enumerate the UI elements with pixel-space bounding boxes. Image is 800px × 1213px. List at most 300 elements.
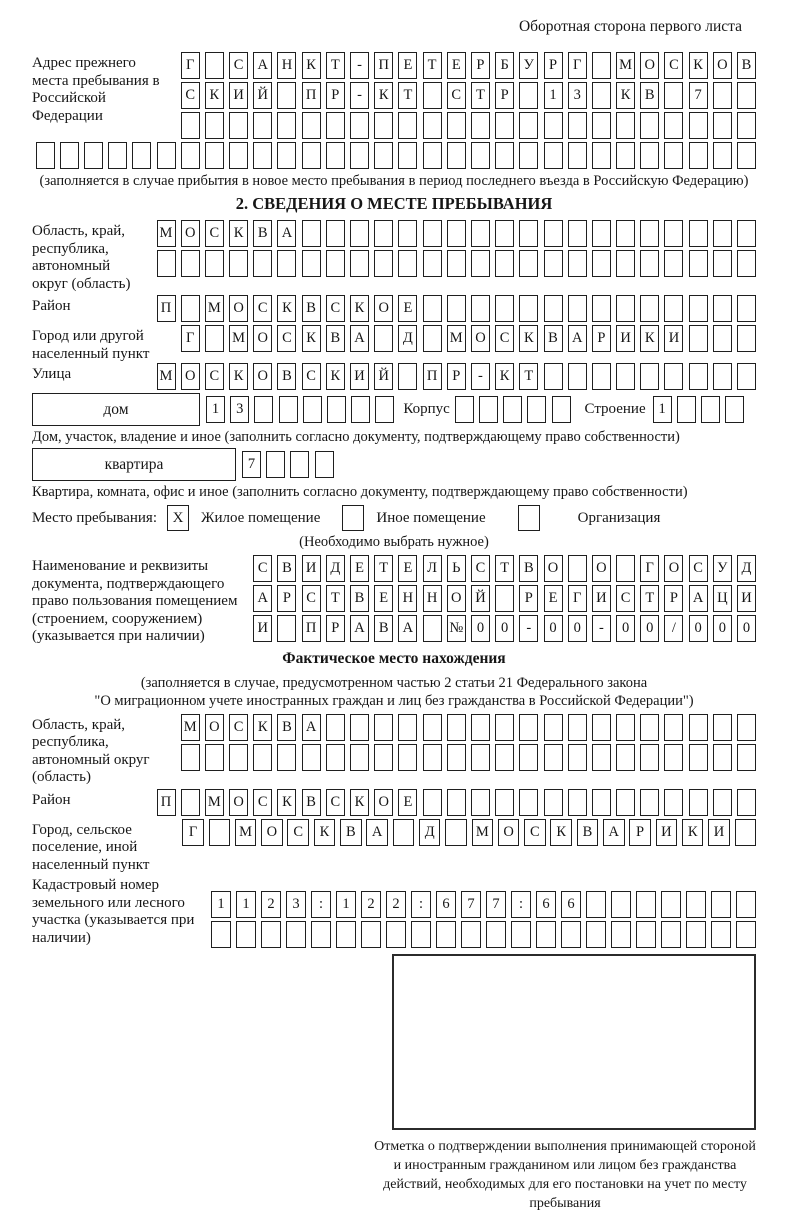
char-cell[interactable]: А [302,714,321,741]
char-cell[interactable]: / [664,615,683,642]
char-cell[interactable] [495,714,514,741]
char-cell[interactable] [495,585,514,612]
char-cell[interactable]: Е [350,555,369,582]
char-cell[interactable] [181,789,200,816]
char-cell[interactable]: Е [398,555,417,582]
char-cell[interactable] [236,921,256,948]
char-cell[interactable] [209,819,231,846]
char-cell[interactable]: Д [419,819,441,846]
char-cell[interactable] [544,789,563,816]
char-cell[interactable] [640,220,659,247]
char-cell[interactable] [205,142,224,169]
char-cell[interactable]: И [229,82,248,109]
char-cell[interactable] [713,142,732,169]
char-cell[interactable] [636,921,656,948]
char-cell[interactable] [60,142,79,169]
char-cell[interactable] [713,295,732,322]
char-cell[interactable] [423,714,442,741]
char-cell[interactable]: В [302,295,321,322]
char-cell[interactable]: Р [544,52,563,79]
char-cell[interactable] [616,250,635,277]
char-cell[interactable] [326,744,345,771]
char-cell[interactable]: М [205,789,224,816]
char-cell[interactable] [616,295,635,322]
char-cell[interactable] [471,744,490,771]
char-cell[interactable] [737,363,756,390]
char-cell[interactable]: Т [471,82,490,109]
char-cell[interactable]: Т [640,585,659,612]
char-cell[interactable]: П [157,789,176,816]
char-cell[interactable]: И [664,325,683,352]
char-cell[interactable] [495,112,514,139]
char-cell[interactable]: И [253,615,272,642]
char-cell[interactable] [350,250,369,277]
char-cell[interactable]: О [471,325,490,352]
char-cell[interactable]: К [253,714,272,741]
char-cell[interactable]: А [253,52,272,79]
char-cell[interactable] [423,744,442,771]
char-cell[interactable]: Т [326,52,345,79]
char-cell[interactable]: О [205,714,224,741]
char-cell[interactable] [254,396,273,423]
char-cell[interactable]: С [447,82,466,109]
char-cell[interactable]: Г [181,325,200,352]
char-cell[interactable]: С [287,819,309,846]
char-cell[interactable]: 1 [236,891,256,918]
char-cell[interactable] [471,250,490,277]
char-cell[interactable] [544,744,563,771]
char-cell[interactable]: 7 [242,451,261,478]
char-cell[interactable] [737,82,756,109]
char-cell[interactable]: К [689,52,708,79]
char-cell[interactable]: Г [640,555,659,582]
char-cell[interactable]: О [544,555,563,582]
char-cell[interactable]: - [592,615,611,642]
char-cell[interactable] [568,744,587,771]
char-cell[interactable] [286,921,306,948]
char-cell[interactable]: С [277,325,296,352]
char-cell[interactable]: 0 [616,615,635,642]
char-cell[interactable]: С [229,714,248,741]
char-cell[interactable] [471,295,490,322]
char-cell[interactable] [302,112,321,139]
char-cell[interactable] [315,451,334,478]
char-cell[interactable]: К [314,819,336,846]
char-cell[interactable]: 2 [386,891,406,918]
char-cell[interactable]: С [471,555,490,582]
char-cell[interactable] [552,396,571,423]
char-cell[interactable] [592,220,611,247]
char-cell[interactable] [568,295,587,322]
char-cell[interactable]: О [640,52,659,79]
char-cell[interactable]: С [495,325,514,352]
char-cell[interactable] [398,220,417,247]
char-cell[interactable]: 0 [471,615,490,642]
char-cell[interactable] [398,112,417,139]
char-cell[interactable] [461,921,481,948]
char-cell[interactable]: В [326,325,345,352]
char-cell[interactable] [211,921,231,948]
char-cell[interactable]: И [350,363,369,390]
char-cell[interactable]: Р [629,819,651,846]
char-cell[interactable] [471,714,490,741]
char-cell[interactable]: Д [326,555,345,582]
char-cell[interactable] [108,142,127,169]
checkbox-other-premises[interactable] [342,505,364,531]
char-cell[interactable] [411,921,431,948]
char-cell[interactable]: В [737,52,756,79]
char-cell[interactable] [495,250,514,277]
char-cell[interactable] [253,250,272,277]
char-cell[interactable]: К [326,363,345,390]
char-cell[interactable] [592,363,611,390]
char-cell[interactable]: К [229,363,248,390]
char-cell[interactable] [375,396,394,423]
char-cell[interactable]: А [277,220,296,247]
char-cell[interactable]: М [235,819,257,846]
char-cell[interactable] [640,142,659,169]
char-cell[interactable]: - [350,52,369,79]
char-cell[interactable] [471,112,490,139]
char-cell[interactable] [253,744,272,771]
char-cell[interactable]: М [181,714,200,741]
char-cell[interactable]: : [411,891,431,918]
char-cell[interactable] [374,744,393,771]
char-cell[interactable] [616,112,635,139]
char-cell[interactable] [503,396,522,423]
char-cell[interactable]: А [350,615,369,642]
char-cell[interactable]: 0 [568,615,587,642]
char-cell[interactable]: Т [374,555,393,582]
char-cell[interactable]: С [253,555,272,582]
char-cell[interactable]: В [302,789,321,816]
char-cell[interactable]: Е [374,585,393,612]
char-cell[interactable]: 2 [261,891,281,918]
char-cell[interactable]: Ц [713,585,732,612]
char-cell[interactable] [423,789,442,816]
checkbox-residential[interactable]: X [167,505,189,531]
char-cell[interactable]: С [181,82,200,109]
char-cell[interactable]: И [302,555,321,582]
char-cell[interactable]: 0 [640,615,659,642]
char-cell[interactable] [374,112,393,139]
char-cell[interactable] [336,921,356,948]
char-cell[interactable] [592,714,611,741]
char-cell[interactable] [736,891,756,918]
char-cell[interactable] [423,250,442,277]
char-cell[interactable] [737,789,756,816]
char-cell[interactable]: К [550,819,572,846]
char-cell[interactable]: С [302,585,321,612]
char-cell[interactable]: К [519,325,538,352]
char-cell[interactable] [229,112,248,139]
char-cell[interactable] [689,112,708,139]
char-cell[interactable] [568,142,587,169]
char-cell[interactable]: 3 [568,82,587,109]
char-cell[interactable] [205,250,224,277]
char-cell[interactable] [447,295,466,322]
char-cell[interactable]: Р [519,585,538,612]
char-cell[interactable] [303,396,322,423]
char-cell[interactable]: 1 [211,891,231,918]
char-cell[interactable] [205,112,224,139]
char-cell[interactable] [350,220,369,247]
char-cell[interactable]: М [229,325,248,352]
char-cell[interactable]: Г [182,819,204,846]
char-cell[interactable] [327,396,346,423]
char-cell[interactable] [592,789,611,816]
char-cell[interactable]: 0 [689,615,708,642]
char-cell[interactable] [664,789,683,816]
char-cell[interactable] [713,714,732,741]
char-cell[interactable] [689,714,708,741]
char-cell[interactable]: С [616,585,635,612]
char-cell[interactable] [544,295,563,322]
char-cell[interactable]: М [616,52,635,79]
char-cell[interactable] [181,112,200,139]
char-cell[interactable] [277,615,296,642]
char-cell[interactable]: Р [326,82,345,109]
char-cell[interactable] [36,142,55,169]
char-cell[interactable] [664,744,683,771]
char-cell[interactable] [229,250,248,277]
char-cell[interactable] [436,921,456,948]
char-cell[interactable] [302,220,321,247]
checkbox-organization[interactable] [518,505,540,531]
char-cell[interactable] [181,142,200,169]
char-cell[interactable] [686,921,706,948]
char-cell[interactable] [374,714,393,741]
char-cell[interactable] [350,744,369,771]
char-cell[interactable]: В [577,819,599,846]
char-cell[interactable]: С [326,295,345,322]
char-cell[interactable]: 2 [361,891,381,918]
char-cell[interactable]: С [205,220,224,247]
char-cell[interactable]: Е [447,52,466,79]
char-cell[interactable] [568,363,587,390]
char-cell[interactable] [181,250,200,277]
char-cell[interactable] [527,396,546,423]
char-cell[interactable] [519,220,538,247]
char-cell[interactable] [737,714,756,741]
char-cell[interactable] [640,112,659,139]
char-cell[interactable] [568,250,587,277]
char-cell[interactable] [664,363,683,390]
char-cell[interactable] [689,142,708,169]
char-cell[interactable] [423,142,442,169]
char-cell[interactable]: 1 [544,82,563,109]
char-cell[interactable]: Т [398,82,417,109]
char-cell[interactable]: О [498,819,520,846]
char-cell[interactable] [519,112,538,139]
char-cell[interactable] [544,220,563,247]
char-cell[interactable] [445,819,467,846]
char-cell[interactable] [423,295,442,322]
char-cell[interactable] [277,112,296,139]
char-cell[interactable] [689,789,708,816]
char-cell[interactable]: В [277,714,296,741]
char-cell[interactable] [568,714,587,741]
char-cell[interactable] [398,250,417,277]
char-cell[interactable] [616,142,635,169]
char-cell[interactable]: К [616,82,635,109]
char-cell[interactable] [423,220,442,247]
char-cell[interactable] [592,142,611,169]
char-cell[interactable] [157,142,176,169]
char-cell[interactable] [311,921,331,948]
char-cell[interactable]: 6 [561,891,581,918]
char-cell[interactable]: М [447,325,466,352]
char-cell[interactable] [737,744,756,771]
char-cell[interactable] [486,921,506,948]
char-cell[interactable]: - [350,82,369,109]
char-cell[interactable] [586,921,606,948]
char-cell[interactable]: - [471,363,490,390]
char-cell[interactable] [326,250,345,277]
char-cell[interactable] [326,112,345,139]
char-cell[interactable] [326,142,345,169]
char-cell[interactable] [398,744,417,771]
char-cell[interactable]: Ь [447,555,466,582]
char-cell[interactable]: И [592,585,611,612]
char-cell[interactable]: О [261,819,283,846]
char-cell[interactable]: О [181,363,200,390]
char-cell[interactable] [423,82,442,109]
char-cell[interactable]: 1 [206,396,225,423]
char-cell[interactable] [423,615,442,642]
char-cell[interactable]: А [398,615,417,642]
char-cell[interactable] [736,921,756,948]
char-cell[interactable]: 0 [544,615,563,642]
char-cell[interactable]: М [205,295,224,322]
char-cell[interactable]: О [374,295,393,322]
char-cell[interactable] [664,82,683,109]
char-cell[interactable] [479,396,498,423]
char-cell[interactable]: В [640,82,659,109]
char-cell[interactable] [544,363,563,390]
char-cell[interactable] [398,363,417,390]
char-cell[interactable] [495,142,514,169]
char-cell[interactable] [713,220,732,247]
char-cell[interactable] [640,744,659,771]
char-cell[interactable] [737,325,756,352]
char-cell[interactable]: С [205,363,224,390]
char-cell[interactable]: 7 [486,891,506,918]
char-cell[interactable] [447,744,466,771]
char-cell[interactable] [277,744,296,771]
char-cell[interactable] [616,555,635,582]
char-cell[interactable]: К [302,52,321,79]
char-cell[interactable]: О [374,789,393,816]
char-cell[interactable] [689,295,708,322]
char-cell[interactable] [713,325,732,352]
char-cell[interactable] [689,325,708,352]
char-cell[interactable] [205,744,224,771]
char-cell[interactable] [386,921,406,948]
char-cell[interactable] [84,142,103,169]
char-cell[interactable]: С [253,789,272,816]
char-cell[interactable] [592,744,611,771]
char-cell[interactable] [611,921,631,948]
char-cell[interactable]: К [302,325,321,352]
char-cell[interactable] [519,714,538,741]
char-cell[interactable]: С [664,52,683,79]
char-cell[interactable]: Р [471,52,490,79]
char-cell[interactable] [664,220,683,247]
char-cell[interactable]: Л [423,555,442,582]
char-cell[interactable]: Р [447,363,466,390]
char-cell[interactable]: А [603,819,625,846]
char-cell[interactable]: А [253,585,272,612]
char-cell[interactable] [640,363,659,390]
char-cell[interactable] [471,789,490,816]
char-cell[interactable]: Т [326,585,345,612]
char-cell[interactable]: Й [253,82,272,109]
char-cell[interactable]: В [340,819,362,846]
char-cell[interactable]: 6 [536,891,556,918]
char-cell[interactable]: 3 [230,396,249,423]
char-cell[interactable] [711,891,731,918]
char-cell[interactable] [636,891,656,918]
char-cell[interactable] [737,112,756,139]
char-cell[interactable]: 0 [713,615,732,642]
char-cell[interactable] [374,325,393,352]
char-cell[interactable] [592,52,611,79]
char-cell[interactable]: Р [592,325,611,352]
char-cell[interactable]: К [495,363,514,390]
char-cell[interactable]: О [592,555,611,582]
char-cell[interactable]: Р [326,615,345,642]
char-cell[interactable] [713,250,732,277]
char-cell[interactable]: К [229,220,248,247]
char-cell[interactable] [586,891,606,918]
char-cell[interactable] [181,295,200,322]
char-cell[interactable]: М [157,220,176,247]
char-cell[interactable] [423,325,442,352]
char-cell[interactable]: Й [374,363,393,390]
char-cell[interactable] [544,250,563,277]
char-cell[interactable]: В [544,325,563,352]
char-cell[interactable]: И [656,819,678,846]
char-cell[interactable] [689,363,708,390]
char-cell[interactable] [374,250,393,277]
char-cell[interactable]: Н [398,585,417,612]
char-cell[interactable]: Т [495,555,514,582]
char-cell[interactable]: А [689,585,708,612]
char-cell[interactable] [302,142,321,169]
char-cell[interactable] [277,82,296,109]
char-cell[interactable] [302,744,321,771]
char-cell[interactable]: : [511,891,531,918]
char-cell[interactable] [677,396,696,423]
char-cell[interactable] [261,921,281,948]
char-cell[interactable] [495,220,514,247]
char-cell[interactable] [664,250,683,277]
char-cell[interactable] [205,325,224,352]
char-cell[interactable] [398,714,417,741]
char-cell[interactable]: Г [568,52,587,79]
char-cell[interactable]: С [326,789,345,816]
char-cell[interactable]: Р [277,585,296,612]
char-cell[interactable] [447,789,466,816]
char-cell[interactable] [544,142,563,169]
char-cell[interactable] [544,112,563,139]
char-cell[interactable]: У [713,555,732,582]
char-cell[interactable]: 0 [495,615,514,642]
char-cell[interactable] [519,789,538,816]
char-cell[interactable]: М [157,363,176,390]
char-cell[interactable]: Б [495,52,514,79]
